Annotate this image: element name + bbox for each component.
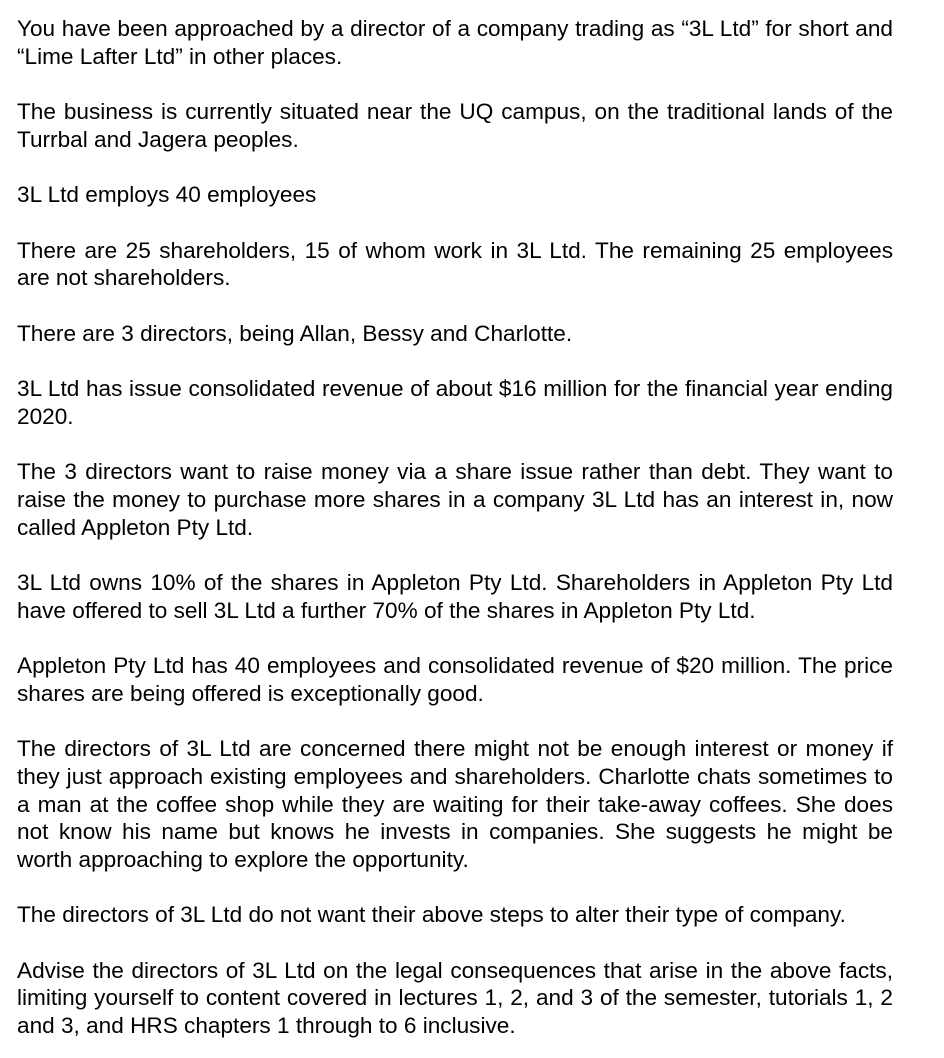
- paragraph-instructions: Advise the directors of 3L Ltd on the legal consequences that arise in the above facts, limiting yourself to content covered in lectures 1, 2, and 3 of the semester, tutorials 1, 2 and 3, and HRS chapters 1 through to 6 inclusive.: [17, 957, 893, 1039]
- paragraph-appleton-details: Appleton Pty Ltd has 40 employees and consolidated revenue of $20 million. The price shares are being offered is exceptionally good.: [17, 653, 893, 706]
- paragraph-share-issue: The 3 directors want to raise money via a share issue rather than debt. They want to raise the money to purchase more shares in a company 3L Ltd has an interest in, now called Appleton Pty Ltd.: [17, 459, 893, 540]
- paragraph-intro: You have been approached by a director of a company trading as “3L Ltd” for short and “Lime Lafter Ltd” in other places.: [17, 16, 893, 69]
- paragraph-directors: There are 3 directors, being Allan, Bessy and Charlotte.: [17, 320, 573, 346]
- paragraph-appleton-ownership: 3L Ltd owns 10% of the shares in Appleton Pty Ltd. Shareholders in Appleton Pty Ltd have offered to sell 3L Ltd a further 70% of the shares in Appleton Pty Ltd.: [17, 569, 893, 623]
- paragraph-employees: 3L Ltd employs 40 employees: [17, 182, 317, 208]
- paragraph-coffee-shop: The directors of 3L Ltd are concerned there might not be enough interest or money if they just approach existing employees and shareholders. Charlotte chats sometimes to a man at the coffee shop while they are waiting for their take-away coffees. She does not know his name but knows he invests in companies. She suggests he might be worth approaching to explore the opportunity.: [17, 736, 893, 872]
- paragraph-company-type: The directors of 3L Ltd do not want their above steps to alter their type of company.: [17, 902, 846, 928]
- paragraph-location: The business is currently situated near the UQ campus, on the traditional lands of the Turrbal and Jagera peoples.: [17, 99, 893, 152]
- document-body: [17, 15, 893, 1040]
- paragraph-revenue: 3L Ltd has issue consolidated revenue of about $16 million for the financial year ending 2020.: [17, 376, 893, 429]
- paragraph-shareholders: There are 25 shareholders, 15 of whom work in 3L Ltd. The remaining 25 employees are not shareholders.: [17, 237, 893, 291]
